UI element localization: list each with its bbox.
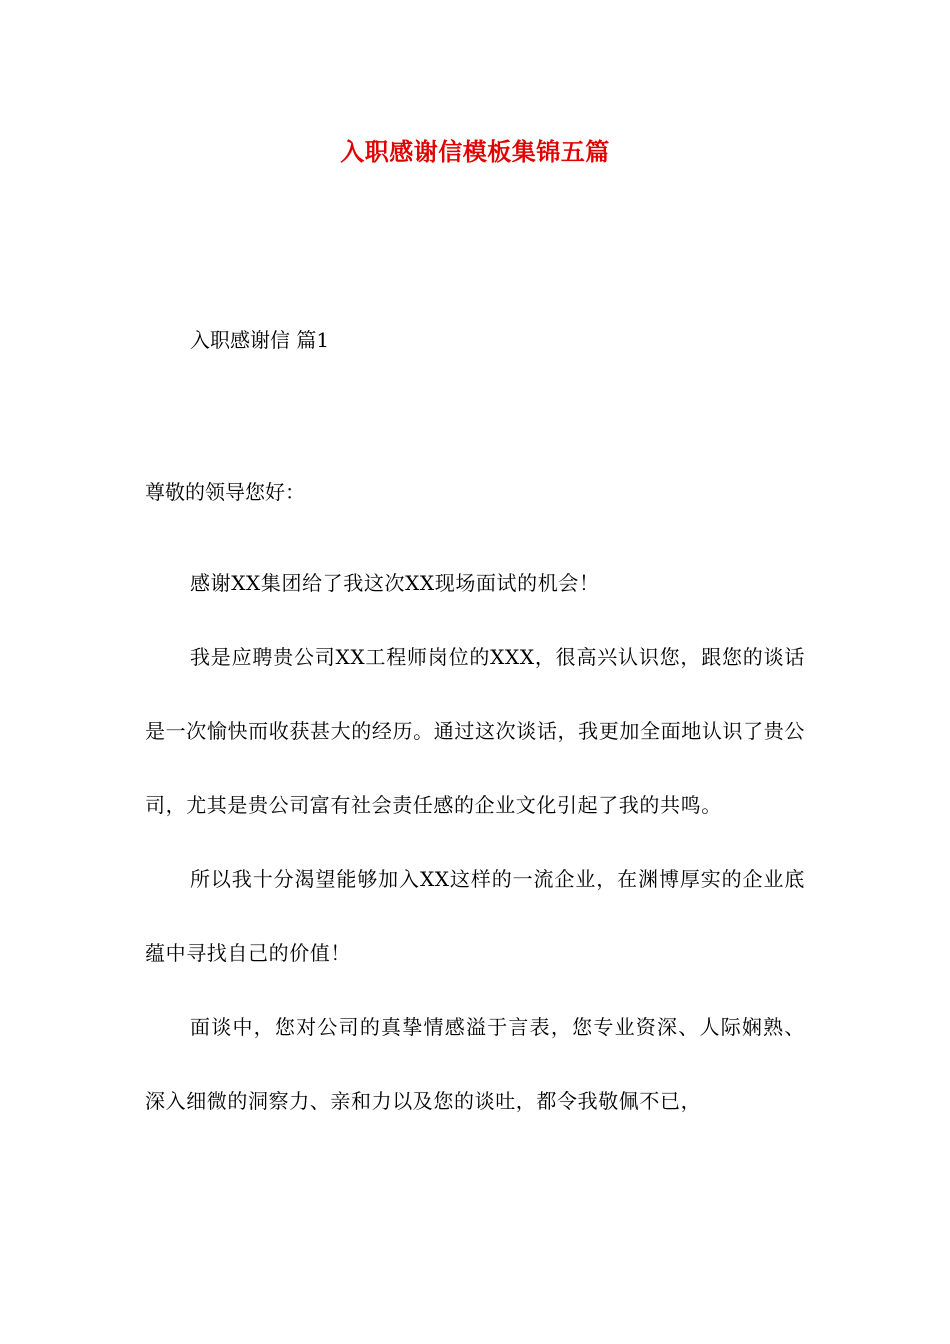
paragraph: 所以我十分渴望能够加入XX这样的一流企业，在渊博厚实的企业底蕴中寻找自己的价值！ (145, 867, 805, 965)
letter-body (145, 546, 805, 1138)
salutation: 尊敬的领导您好： (145, 480, 305, 504)
paragraph: 感谢XX集团给了我这次XX现场面试的机会！ (190, 571, 600, 595)
letter-subtitle: 入职感谢信 篇1 (190, 328, 330, 352)
paragraph: 面谈中，您对公司的真挚情感溢于言表，您专业资深、人际娴熟、深入细微的洞察力、亲和力以及您的谈吐，都令我敬佩不已， (145, 1015, 805, 1113)
paragraph: 我是应聘贵公司XX工程师岗位的XXX，很高兴认识您，跟您的谈话是一次愉快而收获甚大的经历。通过这次谈话，我更加全面地认识了贵公司，尤其是贵公司富有社会责任感的企业文化引起了我的共鸣。 (145, 645, 805, 817)
document-title: 入职感谢信模板集锦五篇 (340, 137, 610, 166)
